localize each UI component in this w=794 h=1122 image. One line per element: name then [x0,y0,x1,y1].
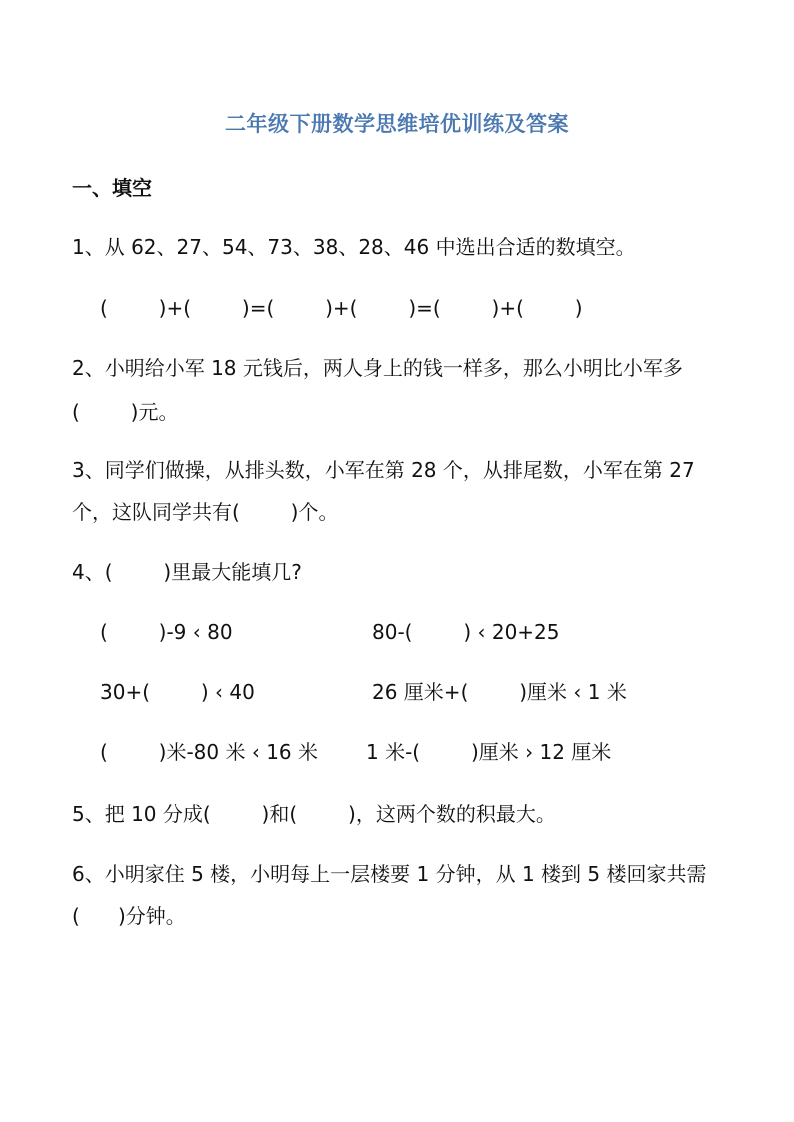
question-3-line-1: 3、同学们做操，从排头数，小军在第 28 个，从排尾数，小军在第 27 [72,458,695,482]
question-4-text: 4、( )里最大能填几? [72,560,302,584]
question-5-text: 5、把 10 分成( )和( )，这两个数的积最大。 [72,802,556,826]
question-1-text: 1、从 62、27、54、73、38、28、46 中选出合适的数填空。 [72,235,636,259]
question-4-row-2-left: 30+( ) ‹ 40 [100,680,255,704]
section-heading: 一、填空 [72,176,152,200]
question-4-row-1-right: 80-( ) ‹ 20+25 [372,620,560,644]
question-2-line-1: 2、小明给小军 18 元钱后，两人身上的钱一样多，那么小明比小军多 [72,356,683,380]
question-4-row-2-right: 26 厘米+( )厘米 ‹ 1 米 [372,680,627,704]
question-4-row-3-right: 1 米-( )厘米 › 12 厘米 [366,740,612,764]
question-4-row-3-left: ( )米-80 米 ‹ 16 米 [100,740,319,764]
question-4-row-1-left: ( )-9 ‹ 80 [100,620,233,644]
question-1-blanks: ( )+( )=( )+( )=( )+( ) [100,296,583,320]
page-title: 二年级下册数学思维培优训练及答案 [225,112,569,136]
question-3-line-2: 个，这队同学共有( )个。 [72,500,339,524]
question-6-line-1: 6、小明家住 5 楼，小明每上一层楼要 1 分钟，从 1 楼到 5 楼回家共需 [72,862,707,886]
question-6-line-2: ( )分钟。 [72,904,186,928]
question-2-line-2: ( )元。 [72,400,179,424]
